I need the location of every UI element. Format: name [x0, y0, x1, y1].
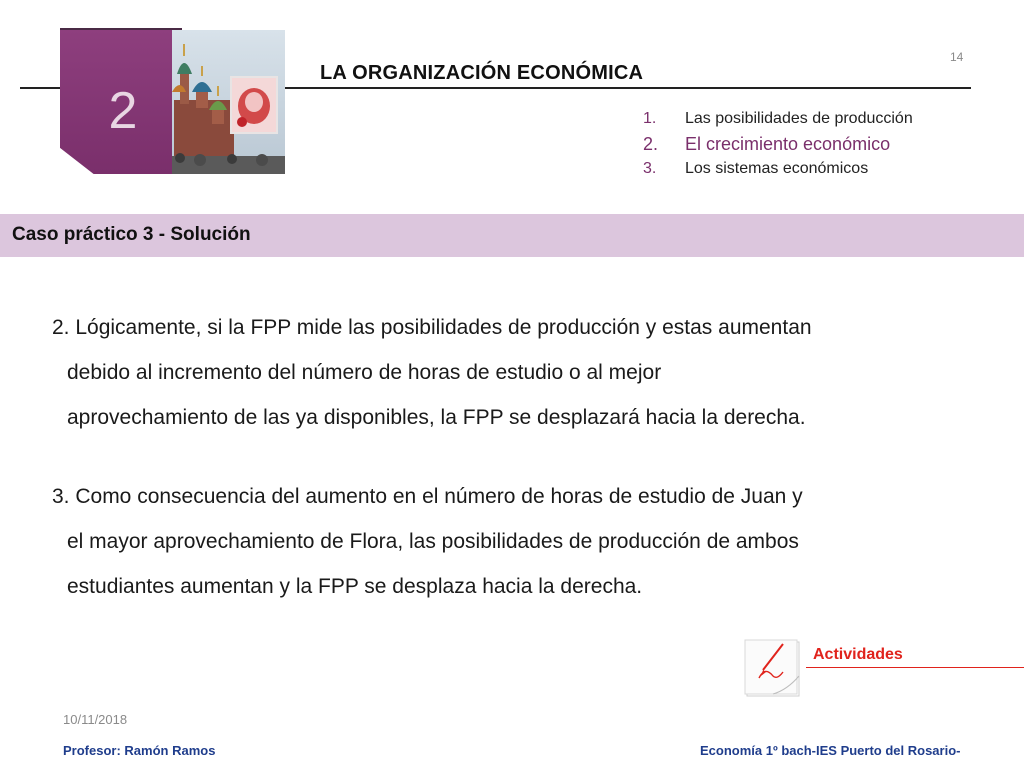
topic-label: Las posibilidades de producción: [685, 110, 913, 127]
header-rule-right: [285, 87, 971, 89]
paragraph-line: aprovechamiento de las ya disponibles, la FPP se desplazará hacia la derecha.: [67, 406, 806, 429]
topic-label: El crecimiento económico: [685, 134, 891, 154]
slide-date: 10/11/2018: [63, 712, 128, 727]
paragraph-line: 2. Lógicamente, si la FPP mide las posibilidades de producción y estas aumentan: [52, 316, 812, 339]
topic-item-crecimiento[interactable]: [640, 133, 913, 158]
topic-number: 3.: [643, 160, 657, 177]
page-title: LA ORGANIZACIÓN ECONÓMICA: [320, 62, 644, 84]
solution-paragraph-2: [52, 305, 912, 440]
paragraph-line: debido al incremento del número de horas de estudio o al mejor: [67, 361, 662, 384]
chapter-photo: [172, 30, 285, 174]
header-rule-left: [20, 87, 64, 89]
moscow-billboard-illustration: [172, 30, 285, 174]
actividades-link[interactable]: Actividades: [813, 646, 903, 663]
footer-author: Profesor: Ramón Ramos: [63, 743, 216, 758]
topic-label: Los sistemas económicos: [685, 160, 869, 177]
paragraph-line: el mayor aprovechamiento de Flora, las posibilidades de producción de ambos: [67, 530, 799, 553]
footer-course: Economía 1º bach-IES Puerto del Rosario-: [700, 743, 961, 758]
chapter-number: 2: [108, 82, 138, 140]
solution-paragraph-3: [52, 474, 912, 609]
actividades-underline: [806, 667, 1024, 668]
topic-number: 1.: [643, 110, 657, 127]
page-number: 14: [950, 50, 964, 64]
topic-number: 2.: [643, 134, 659, 154]
chapter-badge-top-line: [60, 28, 182, 30]
pencil-paper-icon[interactable]: [743, 636, 805, 700]
topic-list: [640, 108, 913, 183]
paragraph-line: 3. Como consecuencia del aumento en el número de horas de estudio de Juan y: [52, 485, 803, 508]
topic-item-posibilidades[interactable]: [640, 108, 913, 133]
topic-item-sistemas[interactable]: [640, 158, 913, 183]
section-title: Caso práctico 3 - Solución: [12, 224, 251, 245]
paragraph-line: estudiantes aumentan y la FPP se desplaza hacia la derecha.: [67, 575, 643, 598]
